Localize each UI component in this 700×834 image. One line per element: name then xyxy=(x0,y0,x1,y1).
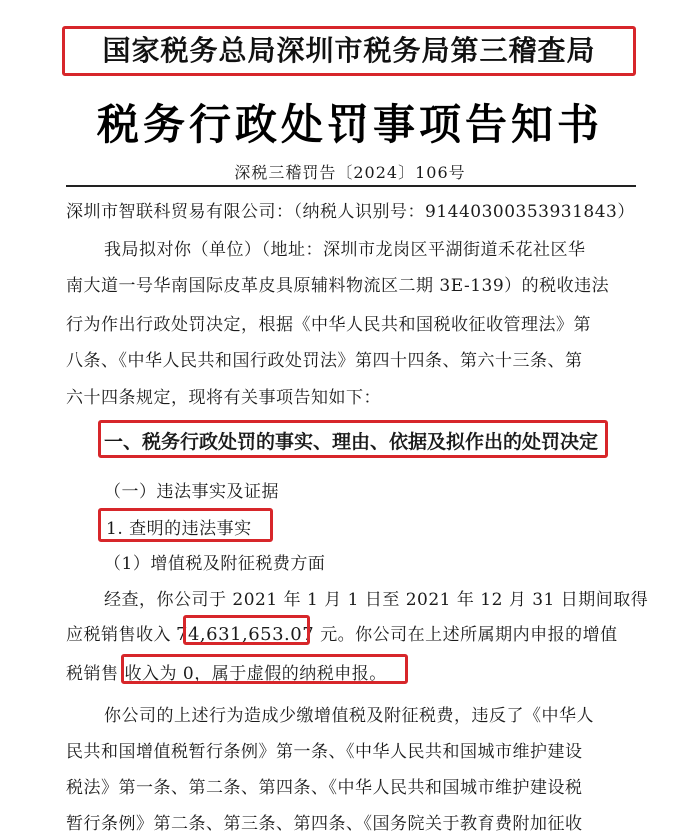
para-line: 税法》第一条、第二条、第四条、《中华人民共和国城市维护建设税 xyxy=(66,778,583,798)
recipient-line: 深圳市智联科贸易有限公司：（纳税人识别号：91440300353931843） xyxy=(66,202,635,222)
bureau-name: 国家税务总局深圳市税务局第三稽查局 xyxy=(102,34,596,67)
intro-line: 六十四条规定，现将有关事项告知如下： xyxy=(66,388,381,408)
document-title: 税务行政处罚事项告知书 xyxy=(96,100,603,149)
para-line: 经查，你公司于 2021 年 1 月 1 日至 2021 年 12 月 31 日期间取得 xyxy=(104,590,649,610)
para-text: 元。你公司在上述所属期内申报的增值 xyxy=(320,625,618,645)
para-text: 应税销售收入 xyxy=(66,625,171,645)
para-text: 税销售 xyxy=(66,664,119,684)
false-declaration-text: 收入为 0，属于虚假的纳税申报。 xyxy=(124,664,387,684)
intro-line: 行为作出行政处罚决定，根据《中华人民共和国税收征收管理法》第 xyxy=(66,315,591,335)
para-line xyxy=(66,620,618,645)
zero-income-highlight-box xyxy=(121,654,408,684)
amount-highlight-box xyxy=(183,615,310,645)
intro-line: 八条、《中华人民共和国行政处罚法》第四十四条、第六十三条、第 xyxy=(66,351,583,371)
document-number: 深税三稽罚告〔2024〕106号 xyxy=(234,163,466,182)
section-heading: 一、税务行政处罚的事实、理由、依据及拟作出的处罚决定 xyxy=(104,431,599,453)
para-line: 暂行条例》第二条、第三条、第四条、《国务院关于教育费附加征收 xyxy=(66,814,583,834)
item-heading: 1. 查明的违法事实 xyxy=(106,519,252,539)
header-rule xyxy=(66,185,636,187)
intro-line: 我局拟对你（单位）（地址：深圳市龙岗区平湖街道禾花社区华 xyxy=(104,240,586,260)
sales-amount: 74,631,653.07 xyxy=(176,624,315,645)
para-line: 你公司的上述行为造成少缴增值税及附征税费，违反了《中华人 xyxy=(104,706,594,726)
para-line: 民共和国增值税暂行条例》第一条、《中华人民共和国城市维护建设 xyxy=(66,742,583,762)
intro-line: 南大道一号华南国际皮革皮具原辅料物流区二期 3E-139）的税收违法 xyxy=(66,276,610,296)
item-subheading: （1）增值税及附征税费方面 xyxy=(104,554,326,574)
subsection-heading: （一）违法事实及证据 xyxy=(104,482,279,502)
